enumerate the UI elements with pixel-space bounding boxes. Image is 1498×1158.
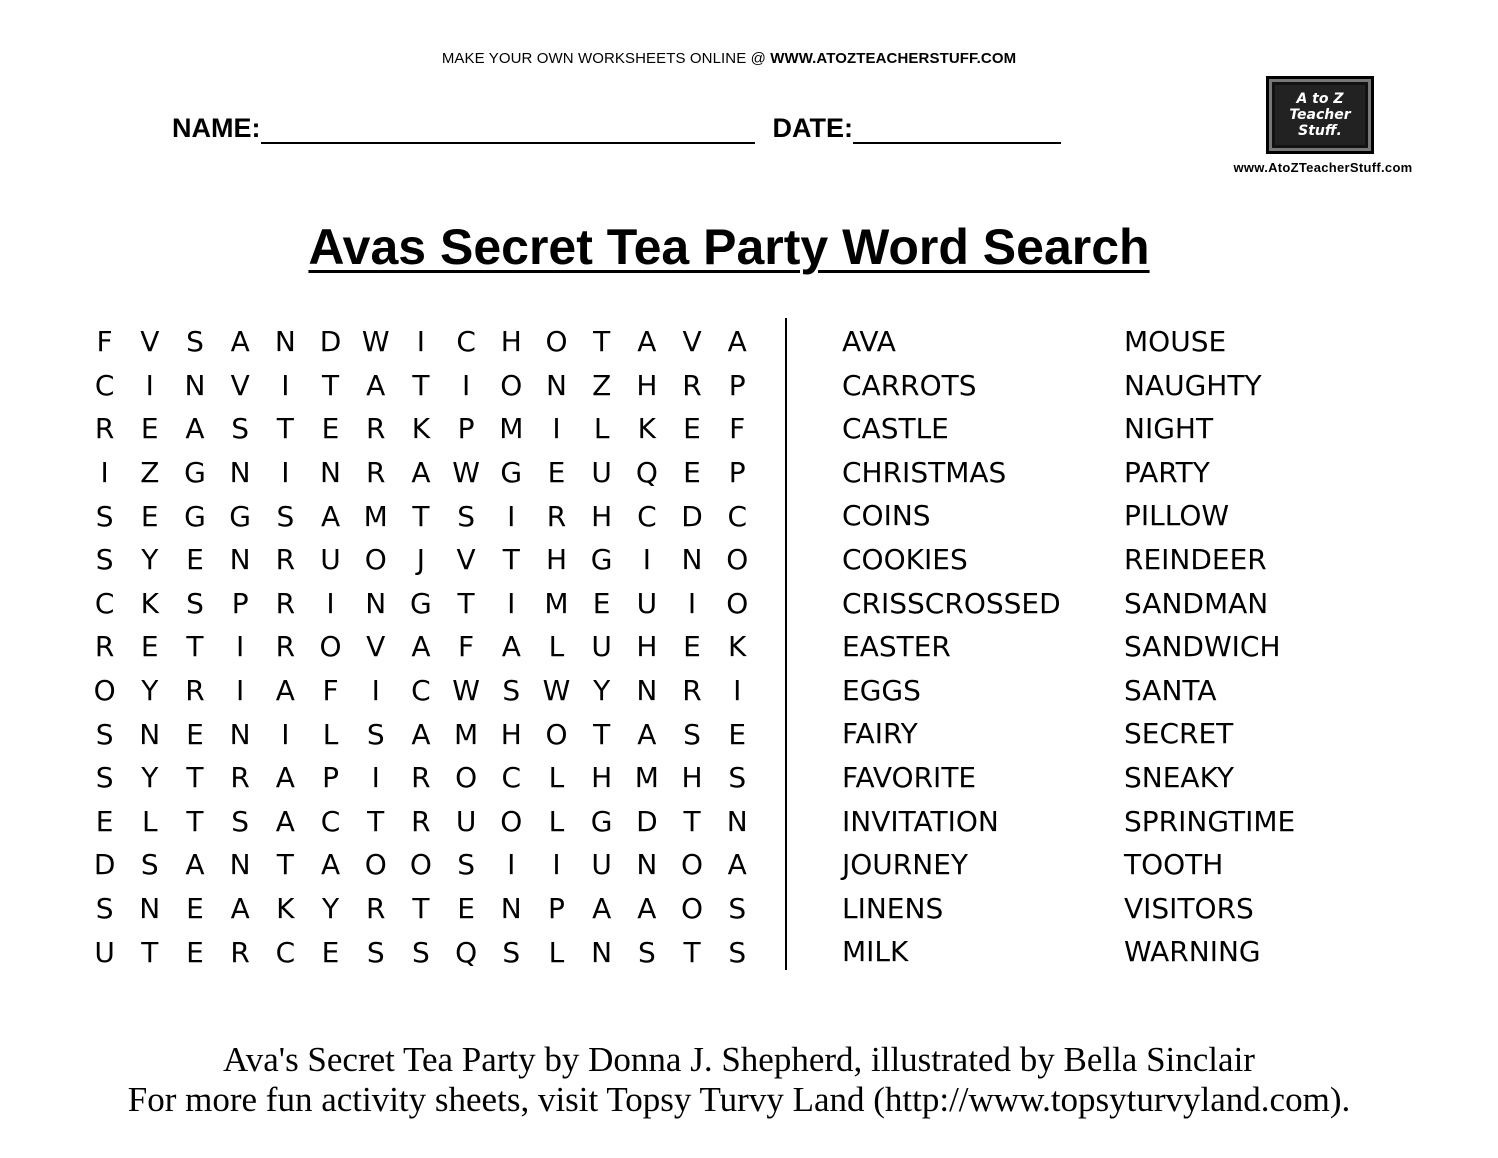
grid-letter[interactable]: R (411, 804, 431, 838)
name-blank-line[interactable] (261, 112, 755, 144)
grid-letter[interactable]: I (552, 412, 561, 446)
grid-letter[interactable]: Y (141, 543, 159, 577)
grid-letter[interactable]: H (636, 368, 658, 402)
grid-letter[interactable]: P (548, 892, 565, 926)
grid-letter[interactable]: T (593, 325, 611, 359)
grid-letter[interactable]: H (681, 761, 703, 795)
grid-letter[interactable]: S (186, 325, 204, 359)
grid-letter[interactable]: E (683, 630, 701, 664)
date-label: DATE: (772, 113, 853, 143)
grid-letter[interactable]: V (366, 630, 386, 664)
grid-letter[interactable]: G (590, 804, 613, 838)
grid-letter[interactable]: A (727, 325, 747, 359)
grid-letter[interactable]: E (683, 412, 701, 446)
grid-letter[interactable]: L (548, 630, 565, 664)
grid-row (82, 843, 760, 887)
grid-letter[interactable]: I (281, 368, 290, 402)
grid-letter[interactable]: N (229, 456, 251, 490)
word-list-item: SANTA (1124, 673, 1217, 707)
grid-letter[interactable]: R (275, 543, 296, 577)
word-list-item: SECRET (1124, 717, 1234, 751)
grid-letter[interactable]: E (186, 543, 204, 577)
grid-letter[interactable]: Z (140, 456, 160, 490)
grid-letter[interactable]: T (683, 935, 701, 969)
grid-letter[interactable]: S (276, 499, 295, 533)
grid-letter[interactable]: E (186, 935, 204, 969)
grid-letter[interactable]: F (96, 325, 113, 359)
grid-letter[interactable]: R (365, 892, 386, 926)
grid-letter[interactable]: T (186, 804, 204, 838)
grid-letter[interactable]: A (185, 412, 205, 446)
grid-letter[interactable]: I (145, 368, 154, 402)
grid-letter[interactable]: O (455, 761, 478, 795)
word-list-item: VISITORS (1124, 891, 1254, 925)
grid-letter[interactable]: A (320, 848, 341, 882)
word-list-item: LINENS (842, 891, 944, 925)
grid-letter[interactable]: I (416, 325, 426, 359)
grid-row (82, 494, 760, 538)
grid-letter[interactable]: N (274, 325, 296, 359)
grid-letter[interactable]: A (637, 717, 657, 751)
grid-letter[interactable]: I (100, 456, 109, 490)
grid-letter[interactable]: S (728, 892, 747, 926)
grid-letter[interactable]: R (94, 412, 115, 446)
grid-letter[interactable]: R (94, 630, 115, 664)
grid-letter[interactable]: T (186, 630, 204, 664)
grid-letter[interactable]: H (500, 325, 522, 359)
grid-letter[interactable]: R (411, 761, 431, 795)
grid-letter[interactable]: E (592, 586, 611, 620)
atoz-logo (1218, 74, 1428, 178)
grid-letter[interactable]: T (593, 717, 611, 751)
grid-letter[interactable]: T (457, 586, 475, 620)
grid-letter[interactable]: I (326, 586, 335, 620)
grid-letter[interactable]: K (637, 412, 657, 446)
grid-letter[interactable]: A (320, 499, 341, 533)
grid-letter[interactable]: N (636, 848, 658, 882)
grid-letter[interactable]: N (591, 935, 613, 969)
grid-letter[interactable]: I (371, 674, 380, 708)
grid-letter[interactable]: T (367, 804, 385, 838)
grid-letter[interactable]: T (141, 935, 159, 969)
grid-letter[interactable]: P (322, 761, 339, 795)
grid-letter[interactable]: V (682, 325, 702, 359)
divider-line (785, 318, 787, 970)
logo-url: www.AtoZTeacherStuff.com (1233, 160, 1413, 175)
grid-letter[interactable]: O (364, 848, 387, 882)
name-date-row (172, 112, 1061, 144)
grid-row (82, 364, 760, 408)
grid-letter[interactable]: A (185, 848, 205, 882)
grid-letter[interactable]: U (636, 586, 658, 620)
grid-letter[interactable]: T (321, 368, 340, 402)
grid-letter[interactable]: S (728, 935, 747, 969)
grid-letter[interactable]: R (275, 630, 296, 664)
grid-letter[interactable]: M (499, 412, 524, 446)
grid-letter[interactable]: S (95, 892, 114, 926)
grid-letter[interactable]: N (726, 804, 748, 838)
grid-letter[interactable]: L (322, 717, 339, 751)
grid-letter[interactable]: S (728, 761, 747, 795)
grid-letter[interactable]: H (500, 717, 522, 751)
grid-letter[interactable]: E (95, 804, 114, 838)
grid-letter[interactable]: R (546, 499, 567, 533)
logo-line-1: A to Z (1296, 91, 1344, 107)
grid-letter[interactable]: S (366, 717, 385, 751)
grid-letter[interactable]: A (637, 325, 657, 359)
grid-letter[interactable]: U (94, 935, 115, 969)
grid-letter[interactable]: P (728, 456, 746, 490)
grid-letter[interactable]: T (412, 499, 430, 533)
grid-letter[interactable]: R (682, 368, 702, 402)
grid-letter[interactable]: I (371, 761, 380, 795)
grid-row (82, 930, 760, 974)
word-list-item: CASTLE (842, 412, 949, 446)
grid-letter[interactable]: Z (592, 368, 612, 402)
word-list-item: SPRINGTIME (1124, 804, 1296, 838)
grid-letter[interactable]: E (321, 935, 340, 969)
grid-letter[interactable]: O (545, 325, 568, 359)
grid-letter[interactable]: O (500, 804, 523, 838)
grid-letter[interactable]: V (140, 325, 160, 359)
grid-letter[interactable]: A (230, 325, 250, 359)
grid-letter[interactable]: N (229, 717, 251, 751)
grid-letter[interactable]: I (733, 674, 742, 708)
grid-letter[interactable]: H (591, 499, 613, 533)
grid-letter[interactable]: H (591, 761, 613, 795)
word-list-column-1 (842, 320, 1061, 974)
grid-letter[interactable]: M (363, 499, 388, 533)
grid-letter[interactable]: I (236, 674, 245, 708)
grid-letter[interactable]: I (507, 499, 516, 533)
word-list-item: FAIRY (842, 717, 918, 751)
grid-letter[interactable]: S (502, 674, 521, 708)
grid-letter[interactable]: N (139, 717, 161, 751)
logo-line-3: Stuff. (1298, 123, 1342, 139)
grid-letter[interactable]: O (319, 630, 342, 664)
grid-letter[interactable]: M (544, 586, 569, 620)
grid-letter[interactable]: L (548, 804, 565, 838)
grid-letter[interactable]: O (93, 674, 116, 708)
grid-letter[interactable]: L (548, 761, 565, 795)
grid-letter[interactable]: Q (635, 456, 658, 490)
grid-letter[interactable]: W (361, 325, 390, 359)
grid-letter[interactable]: N (365, 586, 387, 620)
word-list-item: PARTY (1124, 455, 1210, 489)
grid-letter[interactable]: U (320, 543, 341, 577)
grid-letter[interactable]: D (681, 499, 703, 533)
grid-row (82, 538, 760, 582)
grid-letter[interactable]: E (140, 499, 159, 533)
grid-letter[interactable]: D (319, 325, 342, 359)
grid-letter[interactable]: I (507, 586, 516, 620)
grid-letter[interactable]: K (276, 892, 295, 926)
grid-letter[interactable]: A (411, 717, 431, 751)
grid-letter[interactable]: S (502, 935, 521, 969)
grid-letter[interactable]: S (231, 412, 250, 446)
word-list-item: NAUGHTY (1124, 368, 1262, 402)
grid-letter[interactable]: G (500, 456, 523, 490)
word-list-item: TOOTH (1124, 848, 1224, 882)
grid-letter[interactable]: K (140, 586, 159, 620)
word-list-column-2 (1124, 320, 1295, 974)
grid-letter[interactable]: W (452, 456, 480, 490)
grid-letter[interactable]: A (727, 848, 747, 882)
grid-letter[interactable]: M (634, 761, 659, 795)
grid-letter[interactable]: C (94, 586, 115, 620)
grid-letter[interactable]: E (186, 892, 204, 926)
grid-letter[interactable]: C (637, 499, 657, 533)
date-blank-line[interactable] (853, 112, 1061, 144)
grid-letter[interactable]: G (229, 499, 251, 533)
grid-letter[interactable]: N (636, 674, 658, 708)
grid-letter[interactable]: I (281, 717, 290, 751)
grid-letter[interactable]: S (231, 804, 250, 838)
grid-letter[interactable]: U (455, 804, 477, 838)
grid-letter[interactable]: N (139, 892, 161, 926)
grid-letter[interactable]: O (681, 848, 704, 882)
grid-letter[interactable]: D (93, 848, 116, 882)
grid-letter[interactable]: C (411, 674, 431, 708)
grid-letter[interactable]: S (412, 935, 430, 969)
grid-letter[interactable]: N (681, 543, 703, 577)
grid-letter[interactable]: A (230, 892, 250, 926)
grid-letter[interactable]: S (366, 935, 385, 969)
grid-letter[interactable]: O (409, 848, 432, 882)
grid-letter[interactable]: C (501, 761, 522, 795)
grid-letter[interactable]: T (502, 543, 520, 577)
grid-letter[interactable]: R (230, 935, 250, 969)
header-note-prefix: MAKE YOUR OWN WORKSHEETS ONLINE @ (441, 50, 771, 67)
word-list-item: EGGS (842, 673, 921, 707)
grid-letter[interactable]: A (411, 456, 431, 490)
grid-letter[interactable]: T (412, 892, 430, 926)
grid-letter[interactable]: G (184, 456, 206, 490)
letter-grid (82, 320, 760, 974)
grid-letter[interactable]: O (726, 586, 749, 620)
grid-letter[interactable]: Q (455, 935, 478, 969)
grid-letter[interactable]: O (681, 892, 704, 926)
word-list-item: SANDMAN (1124, 586, 1269, 620)
word-list-item: JOURNEY (842, 848, 968, 882)
grid-letter[interactable]: S (95, 717, 114, 751)
page-title-text: Avas Secret Tea Party Word Search (308, 219, 1150, 275)
word-list-item: MOUSE (1124, 325, 1227, 358)
word-list-item: EASTER (842, 630, 951, 664)
grid-letter[interactable]: S (457, 499, 475, 533)
grid-letter[interactable]: H (545, 543, 567, 577)
grid-letter[interactable]: S (683, 717, 701, 751)
grid-letter[interactable]: P (457, 412, 475, 446)
grid-letter[interactable]: U (591, 848, 612, 882)
grid-letter[interactable]: C (275, 935, 296, 969)
grid-letter[interactable]: V (230, 368, 250, 402)
grid-letter[interactable]: S (95, 543, 114, 577)
grid-letter[interactable]: S (95, 761, 114, 795)
grid-letter[interactable]: G (184, 499, 206, 533)
grid-letter[interactable]: R (230, 761, 250, 795)
grid-letter[interactable]: A (275, 674, 295, 708)
grid-letter[interactable]: R (365, 412, 386, 446)
grid-letter[interactable]: S (186, 586, 204, 620)
word-list-item: NIGHT (1124, 412, 1214, 446)
grid-letter[interactable]: I (507, 848, 516, 882)
grid-letter[interactable]: A (275, 804, 295, 838)
word-list-item: AVA (842, 325, 896, 358)
grid-letter[interactable]: E (140, 630, 159, 664)
grid-letter[interactable]: E (683, 456, 701, 490)
grid-row (82, 320, 760, 364)
grid-letter[interactable]: Y (141, 761, 159, 795)
grid-letter[interactable]: S (457, 848, 475, 882)
grid-letter[interactable]: K (411, 412, 431, 446)
grid-letter[interactable]: R (682, 674, 702, 708)
word-list-item: MILK (842, 935, 909, 969)
grid-letter[interactable]: A (275, 761, 295, 795)
grid-row (82, 887, 760, 931)
grid-letter[interactable]: N (229, 848, 251, 882)
grid-letter[interactable]: T (276, 848, 294, 882)
grid-letter[interactable]: C (94, 368, 115, 402)
grid-letter[interactable]: Y (321, 892, 340, 926)
grid-letter[interactable]: Y (593, 674, 611, 708)
grid-row (82, 625, 760, 669)
word-list-item: INVITATION (842, 804, 999, 838)
grid-letter[interactable]: R (365, 456, 386, 490)
grid-letter[interactable]: W (542, 674, 571, 708)
chalkboard-logo-icon (1266, 76, 1374, 154)
header-note-site[interactable]: WWW.ATOZTEACHERSTUFF.COM (770, 50, 1017, 67)
grid-letter[interactable]: N (184, 368, 206, 402)
grid-letter[interactable]: I (461, 368, 471, 402)
grid-letter[interactable]: O (545, 717, 568, 751)
grid-letter[interactable]: M (454, 717, 479, 751)
grid-letter[interactable]: T (412, 368, 430, 402)
grid-letter[interactable]: W (452, 674, 480, 708)
grid-letter[interactable]: E (321, 412, 340, 446)
grid-row (82, 800, 760, 844)
grid-letter[interactable]: L (548, 935, 565, 969)
grid-row (82, 407, 760, 451)
page-title (0, 218, 1458, 276)
grid-letter[interactable]: V (456, 543, 476, 577)
grid-row (82, 451, 760, 495)
grid-letter[interactable]: S (95, 499, 114, 533)
grid-letter[interactable]: A (411, 630, 431, 664)
grid-letter[interactable]: N (545, 368, 567, 402)
header-note (0, 50, 1458, 67)
grid-letter[interactable]: P (231, 586, 249, 620)
grid-letter[interactable]: P (728, 368, 746, 402)
word-list-item: SNEAKY (1124, 760, 1235, 794)
word-list-item: COOKIES (842, 542, 968, 576)
footer-line-2: For more fun activity sheets, visit Topsy Turvy Land (http://www.topsyturvyland.com). (127, 1080, 1351, 1119)
word-list-item: CARROTS (842, 368, 977, 402)
word-list-item: COINS (842, 499, 931, 533)
grid-letter[interactable]: F (458, 630, 475, 664)
word-list-item: WARNING (1124, 935, 1261, 969)
grid-letter[interactable]: U (591, 456, 612, 490)
grid-letter[interactable]: R (275, 586, 296, 620)
grid-letter[interactable]: T (276, 412, 294, 446)
grid-letter[interactable]: O (726, 543, 749, 577)
grid-letter[interactable]: E (547, 456, 566, 490)
footer-credits (0, 1040, 1478, 1120)
grid-letter[interactable]: S (140, 848, 159, 882)
grid-letter[interactable]: T (683, 804, 701, 838)
grid-letter[interactable]: I (281, 456, 290, 490)
grid-letter[interactable]: U (591, 630, 612, 664)
grid-letter[interactable]: R (185, 674, 205, 708)
grid-row (82, 756, 760, 800)
grid-letter[interactable]: Y (141, 674, 159, 708)
grid-letter[interactable]: L (593, 412, 610, 446)
grid-letter[interactable]: I (687, 586, 697, 620)
grid-letter[interactable]: A (637, 892, 657, 926)
grid-letter[interactable]: C (456, 325, 476, 359)
grid-row (82, 582, 760, 626)
grid-letter[interactable]: I (642, 543, 651, 577)
grid-letter[interactable]: C (320, 804, 341, 838)
word-list-item: REINDEER (1124, 542, 1267, 576)
grid-letter[interactable]: G (410, 586, 432, 620)
grid-letter[interactable]: G (590, 543, 613, 577)
grid-letter[interactable]: I (552, 848, 561, 882)
grid-letter[interactable]: F (322, 674, 339, 708)
name-label: NAME: (172, 113, 261, 143)
grid-letter[interactable]: N (500, 892, 522, 926)
logo-line-2: Teacher (1289, 107, 1351, 123)
word-list-item: FAVORITE (842, 760, 977, 794)
word-list-item: SANDWICH (1124, 630, 1281, 664)
word-list-item: CHRISTMAS (842, 455, 1007, 489)
grid-letter[interactable]: E (728, 717, 747, 751)
grid-letter[interactable]: E (457, 892, 475, 926)
grid-letter[interactable]: T (186, 761, 204, 795)
grid-letter[interactable]: K (728, 630, 747, 664)
grid-letter[interactable]: C (727, 499, 747, 533)
grid-letter[interactable]: A (592, 892, 612, 926)
footer-line-1: Ava's Secret Tea Party by Donna J. Shepherd, illustrated by Bella Sinclair (223, 1040, 1255, 1079)
grid-row (82, 712, 760, 756)
grid-letter[interactable]: O (500, 368, 523, 402)
grid-letter[interactable]: D (636, 804, 658, 838)
grid-letter[interactable]: I (236, 630, 245, 664)
grid-letter[interactable]: H (636, 630, 658, 664)
grid-letter[interactable]: A (501, 630, 521, 664)
grid-letter[interactable]: E (140, 412, 159, 446)
word-list-item: CRISSCROSSED (842, 586, 1061, 620)
grid-letter[interactable]: E (186, 717, 204, 751)
grid-letter[interactable]: O (364, 543, 387, 577)
grid-letter[interactable]: S (637, 935, 656, 969)
grid-letter[interactable]: F (729, 412, 746, 446)
grid-row (82, 669, 760, 713)
grid-letter[interactable]: N (320, 456, 341, 490)
word-list-item: PILLOW (1124, 499, 1230, 533)
grid-letter[interactable]: N (229, 543, 251, 577)
grid-letter[interactable]: L (141, 804, 158, 838)
grid-letter[interactable]: J (416, 543, 426, 577)
grid-letter[interactable]: A (366, 368, 386, 402)
